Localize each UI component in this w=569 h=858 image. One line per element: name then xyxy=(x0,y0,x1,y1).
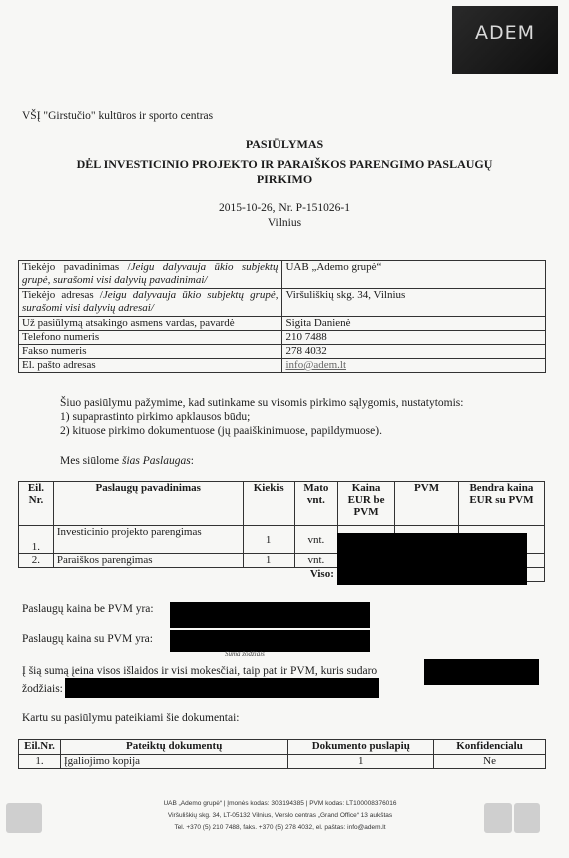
phone-label: Telefono numeris xyxy=(19,331,282,345)
right-certification-badge-2 xyxy=(514,803,540,833)
table-row xyxy=(19,755,546,769)
total-label: Viso: xyxy=(19,568,338,582)
doc-col-name: Pateiktų dokumentų xyxy=(60,740,287,755)
email-link[interactable]: info@adem.lt xyxy=(285,359,347,371)
agreement-text xyxy=(60,396,463,438)
supplier-person-row xyxy=(19,317,546,331)
supplier-phone-row xyxy=(19,331,546,345)
agreement-line-3: 2) kituose pirkimo dokumentuose (jų paaiškinimuose, papildymuose). xyxy=(60,425,382,437)
footer-line-3: Tel. +370 (5) 210 7488, faks. +370 (5) 278 4032, el. paštas: info@adem.lt xyxy=(174,824,386,831)
supplier-email-row xyxy=(19,359,546,373)
includes-text: Į šią sumą įeina visos išlaidos ir visi mokesčiai, taip pat ir PVM, kuris sudaro xyxy=(22,665,378,677)
company-logo xyxy=(452,6,558,74)
recipient: VŠĮ "Girstučio" kultūros ir sporto centras xyxy=(22,110,214,122)
redacted-prices xyxy=(337,533,527,585)
logo-word: ADEM xyxy=(474,22,536,44)
offer-italic: šias Paslaugas xyxy=(121,455,191,467)
phone-value: 210 7488 xyxy=(282,331,546,345)
col-name: Paslaugų pavadinimas xyxy=(53,482,243,526)
doc-col-nr: Eil.Nr. xyxy=(19,740,61,755)
supplier-info-table xyxy=(18,260,546,373)
redacted-vat-amount xyxy=(424,659,539,685)
footer xyxy=(60,798,500,834)
person-label: Už pasiūlymą atsakingo asmens vardas, pavardė xyxy=(19,317,282,331)
price-without-vat-label: Paslaugų kaina be PVM yra: xyxy=(22,603,154,615)
col-qty: Kiekis xyxy=(243,482,294,526)
page-title: PASIŪLYMAS xyxy=(245,137,324,151)
doc-name: Įgaliojimo kopija xyxy=(60,755,287,769)
sum-in-words-hint: Suma žodžiais xyxy=(225,650,265,658)
redacted-price-with-vat xyxy=(170,630,370,652)
redacted-price-without-vat xyxy=(170,602,370,628)
fax-value: 278 4032 xyxy=(282,345,546,359)
footer-line-1: UAB „Ademo grupė“ | Įmonės kodas: 303194385 | PVM kodas: LT100008376016 xyxy=(163,800,397,807)
supplier-name-label: Tiekėjo pavadinimas /Jeigu dalyvauja ūkio subjektų grupė, surašomi visi dalyvių pavadinimai/ xyxy=(19,261,282,289)
agreement-line-1: Šiuo pasiūlymu pažymime, kad sutinkame su visomis pirkimo sąlygomis, nustatytomis: xyxy=(60,397,464,409)
in-words-label: žodžiais: xyxy=(22,683,63,695)
supplier-address-label: Tiekėjo adresas /Jeigu dalyvauja ūkio subjektų grupė, surašomi visi dalyvių adresai/ xyxy=(19,289,282,317)
doc-nr: 1. xyxy=(19,755,61,769)
price-with-vat-label: Paslaugų kaina su PVM yra: xyxy=(22,633,153,645)
date-number: 2015-10-26, Nr. P-151026-1 xyxy=(219,202,350,214)
subtitle-line-2: PIRKIMO xyxy=(256,172,313,186)
person-value: Sigita Danienė xyxy=(282,317,546,331)
email-cell xyxy=(282,359,546,373)
doc-pages: 1 xyxy=(288,755,434,769)
offer-intro xyxy=(60,455,194,467)
col-vat: PVM xyxy=(395,482,459,526)
doc-col-pages: Dokumento puslapių xyxy=(288,740,434,755)
left-certification-badge xyxy=(6,803,42,833)
row-name: Investicinio projekto parengimas xyxy=(53,526,243,554)
doc-conf: Ne xyxy=(434,755,546,769)
col-total: Bendra kaina EUR su PVM xyxy=(458,482,544,526)
fax-label: Fakso numeris xyxy=(19,345,282,359)
doc-col-conf: Konfidencialu xyxy=(434,740,546,755)
services-header-row xyxy=(19,482,545,526)
row-qty: 1 xyxy=(243,526,294,554)
agreement-line-2: 1) supaprastinto pirkimo apklausos būdu; xyxy=(60,411,251,423)
offer-prefix: Mes siūlome xyxy=(60,455,122,467)
documents-table xyxy=(18,739,546,769)
col-nr: Eil. Nr. xyxy=(19,482,54,526)
row-qty: 1 xyxy=(243,554,294,568)
supplier-address-value: Viršuliškių skg. 34, Vilnius xyxy=(282,289,546,317)
offer-suffix: : xyxy=(190,455,194,467)
email-label: El. pašto adresas xyxy=(19,359,282,373)
row-nr: 2. xyxy=(19,554,54,568)
col-unit: Mato vnt. xyxy=(294,482,337,526)
supplier-address-row xyxy=(19,289,546,317)
row-unit: vnt. xyxy=(294,526,337,554)
col-price: Kaina EUR be PVM xyxy=(337,482,394,526)
footer-line-2: Viršuliškių skg. 34, LT-05132 Vilnius, Verslo centras „Grand Office“ 13 aukštas xyxy=(167,812,393,819)
supplier-name-row xyxy=(19,261,546,289)
row-nr: 1. xyxy=(19,526,54,554)
subtitle-line-1: DĖL INVESTICINIO PROJEKTO IR PARAIŠKOS PARENGIMO PASLAUGŲ xyxy=(76,157,493,171)
documents-intro: Kartu su pasiūlymu pateikiami šie dokumentai: xyxy=(22,712,240,724)
row-unit: vnt. xyxy=(294,554,337,568)
supplier-name-value: UAB „Ademo grupė“ xyxy=(282,261,546,289)
redacted-amount-words xyxy=(65,678,379,698)
city: Vilnius xyxy=(267,217,302,229)
documents-header-row xyxy=(19,740,546,755)
supplier-fax-row xyxy=(19,345,546,359)
row-name: Paraiškos parengimas xyxy=(53,554,243,568)
